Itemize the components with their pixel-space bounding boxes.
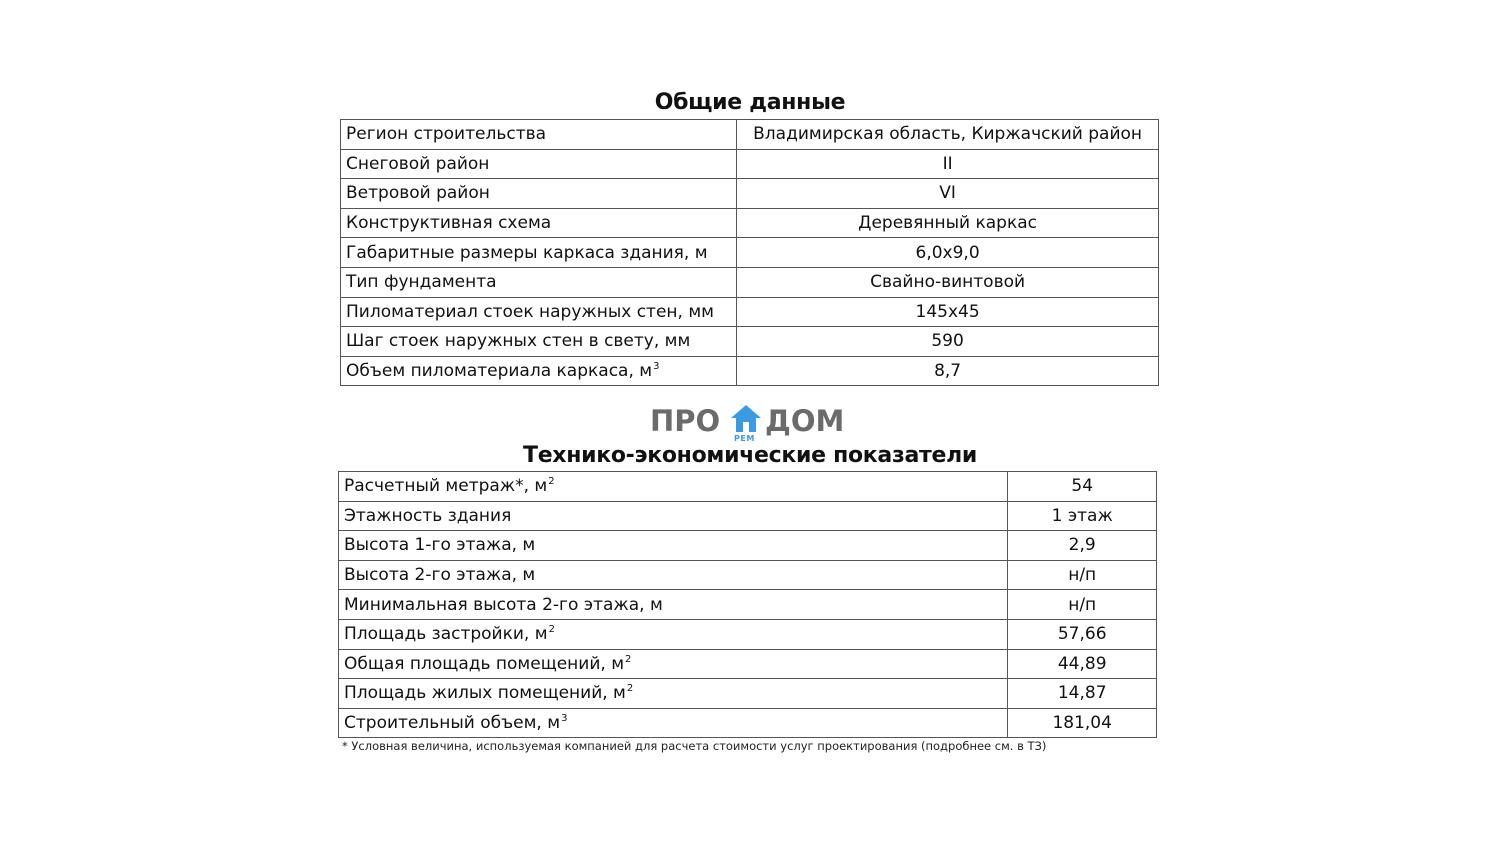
row-value: 181,04 <box>1008 708 1157 738</box>
row-label: Пиломатериал стоек наружных стен, мм <box>341 297 737 327</box>
row-label: Тип фундамента <box>341 267 737 297</box>
table-row <box>339 560 1157 590</box>
table-row <box>341 327 1159 357</box>
table-row <box>339 531 1157 561</box>
row-label-text: Площадь застройки, м <box>344 624 548 645</box>
row-value: Владимирская область, Киржачский район <box>737 120 1159 150</box>
row-value: 57,66 <box>1008 619 1157 649</box>
row-label: Высота 1-го этажа, м <box>339 531 1008 561</box>
row-value: 6,0х9,0 <box>737 238 1159 268</box>
row-value: VI <box>737 179 1159 209</box>
footnote: * Условная величина, используемая компанией для расчета стоимости услуг проектирования (подробнее см. в ТЗ) <box>342 739 1047 753</box>
row-value: 145х45 <box>737 297 1159 327</box>
unit-exponent: 3 <box>653 361 660 373</box>
teh-indicators-title: Технико-экономические показатели <box>522 443 978 468</box>
row-label-text: Строительный объем, м <box>344 713 561 734</box>
table-row <box>341 297 1159 327</box>
general-data-table <box>340 119 1159 386</box>
table-row <box>339 501 1157 531</box>
row-label: Этажность здания <box>339 501 1008 531</box>
row-value: 2,9 <box>1008 531 1157 561</box>
row-value: 590 <box>737 327 1159 357</box>
row-value: II <box>737 149 1159 179</box>
general-data-title: Общие данные <box>654 90 846 115</box>
row-label-text: Площадь жилых помещений, м <box>344 683 626 704</box>
table-row <box>339 619 1157 649</box>
table-row <box>341 208 1159 238</box>
row-label: Снеговой район <box>341 149 737 179</box>
table-row <box>341 267 1159 297</box>
unit-exponent: 2 <box>625 653 632 665</box>
row-label <box>339 472 1008 502</box>
table-row <box>339 649 1157 679</box>
row-label: Шаг стоек наружных стен в свету, мм <box>341 327 737 357</box>
row-value: 54 <box>1008 472 1157 502</box>
table-row <box>339 679 1157 709</box>
table-row <box>339 708 1157 738</box>
unit-exponent: 2 <box>548 476 555 488</box>
row-label <box>339 679 1008 709</box>
row-value: 44,89 <box>1008 649 1157 679</box>
row-value: н/п <box>1008 560 1157 590</box>
logo-sub-text: РЕМ <box>734 434 755 443</box>
table-row <box>339 472 1157 502</box>
logo-right-word: ДОМ <box>765 404 845 438</box>
row-label <box>339 619 1008 649</box>
row-label-text: Объем пиломатериала каркаса, м <box>346 361 653 382</box>
row-value: Свайно-винтовой <box>737 267 1159 297</box>
prodom-logo <box>650 402 850 444</box>
logo-left-word: ПРО <box>650 404 721 438</box>
row-label: Габаритные размеры каркаса здания, м <box>341 238 737 268</box>
row-label-text: Общая площадь помещений, м <box>344 653 625 674</box>
unit-exponent: 3 <box>561 713 568 725</box>
house-icon <box>730 404 762 434</box>
row-label <box>339 708 1008 738</box>
row-label: Минимальная высота 2-го этажа, м <box>339 590 1008 620</box>
unit-exponent: 2 <box>548 624 555 636</box>
row-label <box>341 356 737 386</box>
row-label: Ветровой район <box>341 179 737 209</box>
teh-indicators-table <box>338 471 1157 738</box>
row-label: Регион строительства <box>341 120 737 150</box>
table-row <box>341 149 1159 179</box>
row-label: Конструктивная схема <box>341 208 737 238</box>
table-row <box>341 356 1159 386</box>
row-label-text: Расчетный метраж*, м <box>344 476 548 497</box>
row-label: Высота 2-го этажа, м <box>339 560 1008 590</box>
table-row <box>341 179 1159 209</box>
row-value: 8,7 <box>737 356 1159 386</box>
row-label <box>339 649 1008 679</box>
table-row <box>341 120 1159 150</box>
row-value: 1 этаж <box>1008 501 1157 531</box>
row-value: 14,87 <box>1008 679 1157 709</box>
row-value: н/п <box>1008 590 1157 620</box>
row-value: Деревянный каркас <box>737 208 1159 238</box>
table-row <box>341 238 1159 268</box>
table-row <box>339 590 1157 620</box>
unit-exponent: 2 <box>626 683 634 695</box>
